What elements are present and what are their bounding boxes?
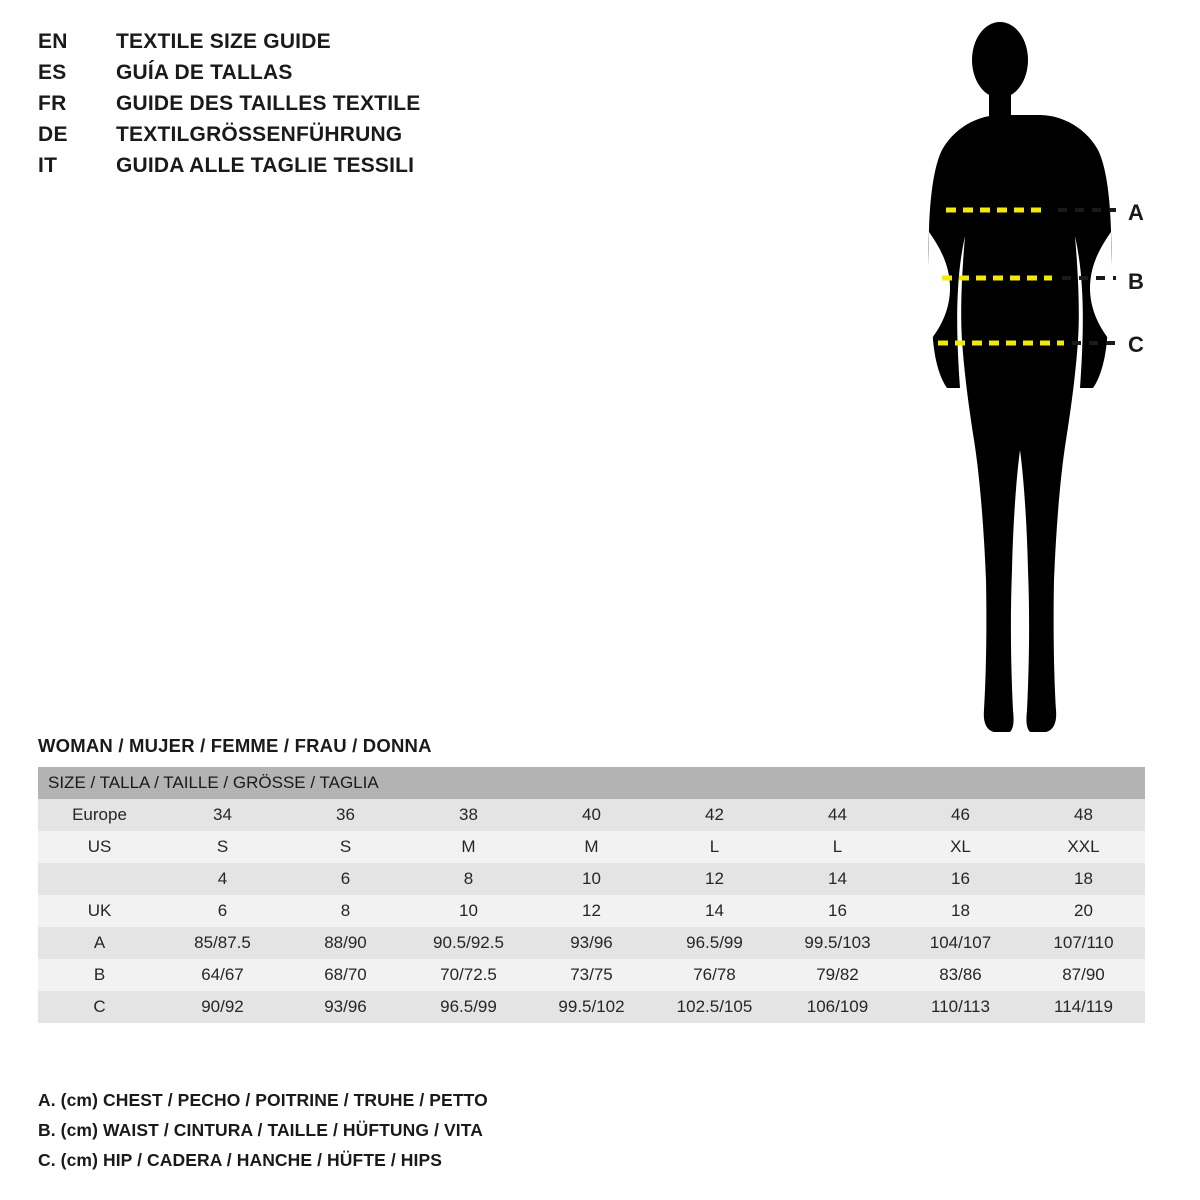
table-cell: 8 xyxy=(284,895,407,927)
row-label: Europe xyxy=(38,799,161,831)
language-row xyxy=(38,92,558,123)
table-cell: 8 xyxy=(407,863,530,895)
language-code: FR xyxy=(38,92,67,115)
measurement-legend xyxy=(38,1090,938,1180)
language-row xyxy=(38,61,558,92)
table-row xyxy=(38,799,1145,831)
language-title: GUÍA DE TALLAS xyxy=(116,61,293,84)
row-label: C xyxy=(38,991,161,1023)
table-row xyxy=(38,991,1145,1023)
table-cell: S xyxy=(161,831,284,863)
table-cell: 88/90 xyxy=(284,927,407,959)
table-cell: 73/75 xyxy=(530,959,653,991)
table-row xyxy=(38,895,1145,927)
table-cell: L xyxy=(776,831,899,863)
table-cell: 42 xyxy=(653,799,776,831)
legend-item-b: B. (cm) WAIST / CINTURA / TAILLE / HÜFTUNG / VITA xyxy=(38,1120,483,1140)
size-table-section xyxy=(38,735,1158,1023)
table-cell: 96.5/99 xyxy=(653,927,776,959)
table-cell: 16 xyxy=(776,895,899,927)
table-cell: 18 xyxy=(1022,863,1145,895)
language-code: IT xyxy=(38,154,58,177)
language-title: TEXTILGRÖSSENFÜHRUNG xyxy=(116,123,403,146)
table-cell: 12 xyxy=(530,895,653,927)
table-cell: 104/107 xyxy=(899,927,1022,959)
table-cell: 85/87.5 xyxy=(161,927,284,959)
measure-label-c: C xyxy=(1128,332,1144,357)
table-cell: 96.5/99 xyxy=(407,991,530,1023)
table-row xyxy=(38,959,1145,991)
table-cell: 40 xyxy=(530,799,653,831)
table-cell: 90.5/92.5 xyxy=(407,927,530,959)
language-code: ES xyxy=(38,61,67,84)
table-cell: 68/70 xyxy=(284,959,407,991)
table-cell: 70/72.5 xyxy=(407,959,530,991)
table-cell: XXL xyxy=(1022,831,1145,863)
language-title: GUIDE DES TAILLES TEXTILE xyxy=(116,92,421,115)
table-cell: 87/90 xyxy=(1022,959,1145,991)
table-cell: 79/82 xyxy=(776,959,899,991)
language-code: EN xyxy=(38,30,68,53)
table-cell: 12 xyxy=(653,863,776,895)
table-cell: 93/96 xyxy=(284,991,407,1023)
language-code: DE xyxy=(38,123,68,146)
table-cell: 44 xyxy=(776,799,899,831)
table-row xyxy=(38,863,1145,895)
table-cell: 46 xyxy=(899,799,1022,831)
table-cell: S xyxy=(284,831,407,863)
language-row xyxy=(38,30,558,61)
table-cell: 20 xyxy=(1022,895,1145,927)
table-cell: 107/110 xyxy=(1022,927,1145,959)
measure-label-a: A xyxy=(1128,200,1144,225)
table-cell: 18 xyxy=(899,895,1022,927)
table-cell: 4 xyxy=(161,863,284,895)
female-silhouette-icon xyxy=(850,10,1190,750)
table-cell: 99.5/103 xyxy=(776,927,899,959)
table-cell: 99.5/102 xyxy=(530,991,653,1023)
table-header-row xyxy=(38,767,1145,799)
table-cell: 34 xyxy=(161,799,284,831)
table-cell: 10 xyxy=(530,863,653,895)
table-cell: 10 xyxy=(407,895,530,927)
legend-item-c: C. (cm) HIP / CADERA / HANCHE / HÜFTE / HIPS xyxy=(38,1150,443,1170)
row-label xyxy=(38,863,161,895)
language-title: TEXTILE SIZE GUIDE xyxy=(116,30,331,53)
body-measurement-figure xyxy=(850,10,1190,750)
table-cell: 114/119 xyxy=(1022,991,1145,1023)
size-table xyxy=(38,767,1145,1023)
table-cell: 48 xyxy=(1022,799,1145,831)
table-row xyxy=(38,831,1145,863)
table-cell: 76/78 xyxy=(653,959,776,991)
table-cell: 90/92 xyxy=(161,991,284,1023)
table-cell: 6 xyxy=(284,863,407,895)
table-cell: 6 xyxy=(161,895,284,927)
row-label: UK xyxy=(38,895,161,927)
table-cell: M xyxy=(407,831,530,863)
table-cell: 16 xyxy=(899,863,1022,895)
table-cell: 14 xyxy=(653,895,776,927)
table-cell: 102.5/105 xyxy=(653,991,776,1023)
table-cell: 36 xyxy=(284,799,407,831)
language-row xyxy=(38,123,558,154)
row-label: US xyxy=(38,831,161,863)
table-cell: XL xyxy=(899,831,1022,863)
table-cell: 83/86 xyxy=(899,959,1022,991)
row-label: A xyxy=(38,927,161,959)
table-caption: WOMAN / MUJER / FEMME / FRAU / DONNA xyxy=(38,735,432,756)
table-cell: M xyxy=(530,831,653,863)
row-label: B xyxy=(38,959,161,991)
legend-item-a: A. (cm) CHEST / PECHO / POITRINE / TRUHE / PETTO xyxy=(38,1090,488,1110)
table-cell: L xyxy=(653,831,776,863)
table-cell: 14 xyxy=(776,863,899,895)
table-cell: 110/113 xyxy=(899,991,1022,1023)
language-title-list xyxy=(38,30,558,185)
table-header-cell: SIZE / TALLA / TAILLE / GRÖSSE / TAGLIA xyxy=(38,767,1145,799)
table-cell: 38 xyxy=(407,799,530,831)
table-cell: 64/67 xyxy=(161,959,284,991)
measure-label-b: B xyxy=(1128,269,1144,294)
table-cell: 106/109 xyxy=(776,991,899,1023)
language-row xyxy=(38,154,558,185)
language-title: GUIDA ALLE TAGLIE TESSILI xyxy=(116,154,415,177)
table-cell: 93/96 xyxy=(530,927,653,959)
table-row xyxy=(38,927,1145,959)
